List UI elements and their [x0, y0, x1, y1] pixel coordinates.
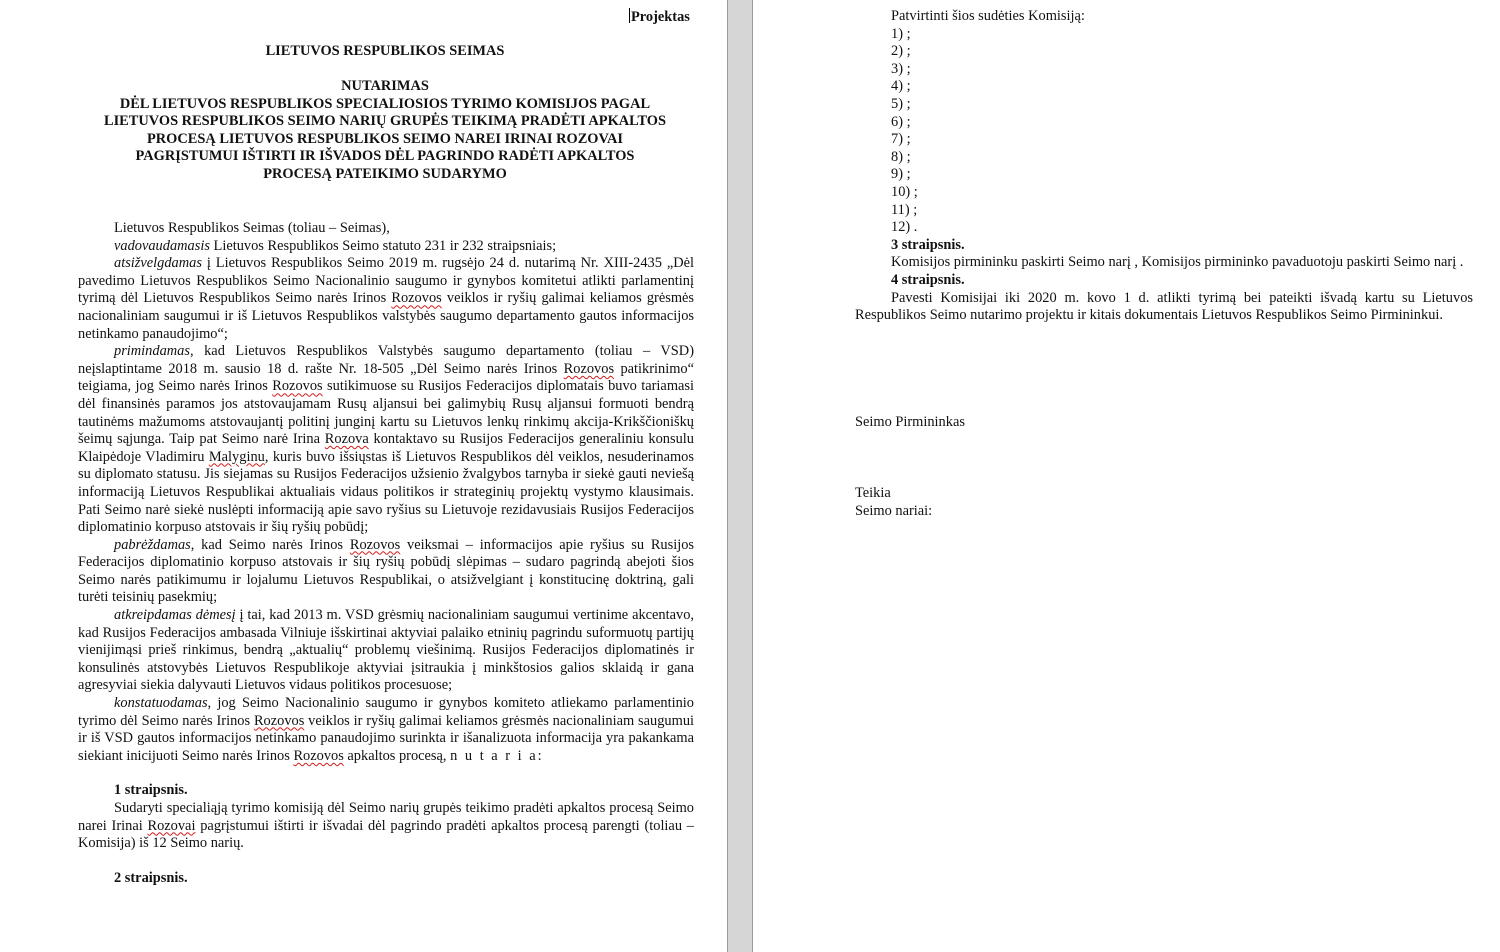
preamble-clause: konstatuodamas, jog Seimo Nacionalinio saugumo ir gynybos komiteto atliekamo parlamentinio tyrimo dėl Seimo narės Irinos Rozovos veiklos ir ryšių galimai keliamos grėsmės nacionaliniam saugumui ir iš VSD gautos informacijos netinkamo panaudojimo surinkta ir išanalizuota informacija yra pakankama siekiant inicijuoti Seimo narės Irinos Rozovos apkaltos procesą, n u t a r i a: — [78, 695, 695, 764]
submitted-by-label: Teikia — [855, 485, 891, 501]
resolution-title — [0, 78, 727, 184]
preamble-body — [78, 220, 694, 887]
member-item: 11) ; — [891, 201, 918, 218]
title-line: PROCESĄ PATEIKIMO SUDARYMO — [263, 165, 507, 182]
article-1-text: Sudaryti specialiąją tyrimo komisiją dėl Seimo narių grupės teikimo pradėti apkaltos procesą Seimo narei Irinai Rozovai pagrįstumui ištirti ir išvadai dėl pagrindo pradėti apkaltos procesą parengti (toliau – Komisija) iš 12 Seimo narių. — [78, 800, 694, 852]
member-item: 5) ; — [891, 95, 911, 112]
approve-line: Patvirtinti šios sudėties Komisiją: — [891, 8, 1085, 24]
document-page-right[interactable] — [753, 0, 1500, 952]
title-line: LIETUVOS RESPUBLIKOS SEIMO NARIŲ GRUPĖS TEIKIMĄ PRADĖTI APKALTOS — [103, 113, 666, 130]
article-2-heading: 2 straipsnis. — [114, 869, 188, 886]
member-item: 3) ; — [891, 60, 911, 77]
article-3-heading: 3 straipsnis. — [891, 236, 965, 253]
preamble-clause: pabrėždamas, kad Seimo narės Irinos Rozovos veiksmai – informacijos apie ryšius su Rusijos Federacijos diplomatinio korpuso atstovais ir šių ryšių pobūdį slėpimas – sudaro pagrindą abejoti šios Seimo narės patikimumu ir lojalumu Lietuvos Respublikai, o atsižvelgiant į konstitucinę doktriną, gali turėti teisinių pasekmių; — [78, 536, 695, 606]
institution-heading: LIETUVOS RESPUBLIKOS SEIMAS — [265, 43, 505, 59]
draft-label: Projektas — [631, 9, 690, 25]
signature-speaker: Seimo Pirmininkas — [855, 414, 965, 430]
preamble-clause: atsižvelgdamas į Lietuvos Respublikos Seimo 2019 m. rugsėjo 24 d. nutarimą Nr. XIII-2435 „Dėl pavedimo Lietuvos Respublikos Seimo Nacionalinio saugumo ir gynybos komitetui atlikti parlamentinį tyrimą dėl Lietuvos Respublikos Seimo narės Irinos Rozovos veiklos ir ryšių galimai keliamos grėsmės nacionaliniam saugumui ir iš Lietuvos Respublikos valstybės saugumo departamento gautos informacijos netinkamo panaudojimo“; — [78, 255, 695, 342]
title-line: PROCESĄ LIETUVOS RESPUBLIKOS SEIMO NAREI IRINAI ROZOVAI — [146, 130, 624, 147]
member-item: 9) ; — [891, 166, 911, 183]
title-line: PAGRĮSTUMUI IŠTIRTI IR IŠVADOS DĖL PAGRINDO RADĖTI APKALTOS — [135, 148, 635, 165]
article-3-text: Komisijos pirmininku paskirti Seimo narį , Komisijos pirmininko pavaduotoju paskirti Seimo narį . — [891, 254, 1464, 271]
member-item: 7) ; — [891, 131, 911, 148]
member-item: 4) ; — [891, 78, 911, 95]
member-item: 8) ; — [891, 148, 911, 165]
member-item: 1) ; — [891, 25, 911, 42]
preamble-clause: atkreipdamas dėmesį į tai, kad 2013 m. VSD grėsmių nacionaliniam saugumui vertinime akcentavo, kad Rusijos Federacijos ambasada Vilniuje išskirtinai aktyviai palaiko etninių pagrindu suformuotų partijų vienijimąsi prieš rinkimus, bendrą „aktualių“ problemų viešinimą. Rusijos Federacijos diplomatinės ir konsulinės atstovybės Lietuvos Respublikoje aktyviai įsitraukia į minkštosios galios sklaidą ir gana agresyviai siekia dalyvauti Lietuvos vidaus politikos procesuose; — [78, 607, 694, 694]
member-item: 10) ; — [891, 183, 918, 200]
article-4-text: Pavesti Komisijai iki 2020 m. kovo 1 d. atlikti tyrimą bei pateikti išvadą kartu su Lietuvos Respublikos Seimo nutarimo projektu ir kitais dokumentais Lietuvos Respublikos Seimo Pirmininkui. — [855, 289, 1473, 324]
member-list — [855, 26, 1473, 237]
preamble-clause: primindamas, kad Lietuvos Respublikos Valstybės saugumo departamento (toliau – VSD) neįslaptintame 2018 m. sausio 18 d. rašte Nr. 18-505 „Dėl Seimo narės Irinos Rozovos patikrinimo“ teigiama, jog Seimo narės Irinos Rozovos sutikimuose su Rusijos Federacijos diplomatais buvo tariamasi dėl finansinės paramos jos atstovaujamam Rusų aljansui bei galimybių Rusų aljansui formuoti bendrą tautinėms mažumoms atstovaujantį politinį junginį kartu su Lietuvos lenkų rinkimų akcija-Krikščioniškų šeimų sąjunga. Taip pat Seimo narė Irina Rozova kontaktavo su Rusijos Federacijos generaliniu konsulu Klaipėdoje Vladimiru Malyginu, kuris buvo išsiųstas iš Lietuvos Respublikos dėl veiklos, nesuderinamos su diplomato statusu. Jis siejamas su Rusijos Federacijos užsienio žvalgybos tarnyba ir siekė gauti neviešą informaciją Lietuvos Respublikai aktualiais vidaus politikos ir strateginių projektų vystymo klausimais. Pati Seimo narė siekė nuslėpti informaciją apie savo ryšius su Lietuvoje rezidavusiais Rusijos Federacijos diplomatinio korpuso atstovais ir šių ryšių pobūdį; — [78, 343, 694, 536]
member-item: 2) ; — [891, 43, 911, 60]
right-page-body — [855, 8, 1473, 325]
document-page-left[interactable] — [0, 0, 727, 952]
preamble-intro: Lietuvos Respublikos Seimas (toliau – Seimas), — [114, 220, 390, 236]
title-line: NUTARIMAS — [341, 78, 429, 94]
title-line: DĖL LIETUVOS RESPUBLIKOS SPECIALIOSIOS TYRIMO KOMISIJOS PAGAL — [119, 95, 651, 112]
submitters-label: Seimo nariai: — [855, 503, 933, 519]
preamble-clause: vadovaudamasis Lietuvos Respublikos Seimo statuto 231 ir 232 straipsniais; — [114, 237, 557, 254]
article-4-heading: 4 straipsnis. — [891, 271, 965, 288]
article-1-heading: 1 straipsnis. — [114, 782, 188, 799]
page-gutter — [727, 0, 753, 952]
member-item: 6) ; — [891, 113, 911, 130]
member-item: 12) . — [891, 219, 918, 236]
text-cursor — [629, 8, 630, 23]
